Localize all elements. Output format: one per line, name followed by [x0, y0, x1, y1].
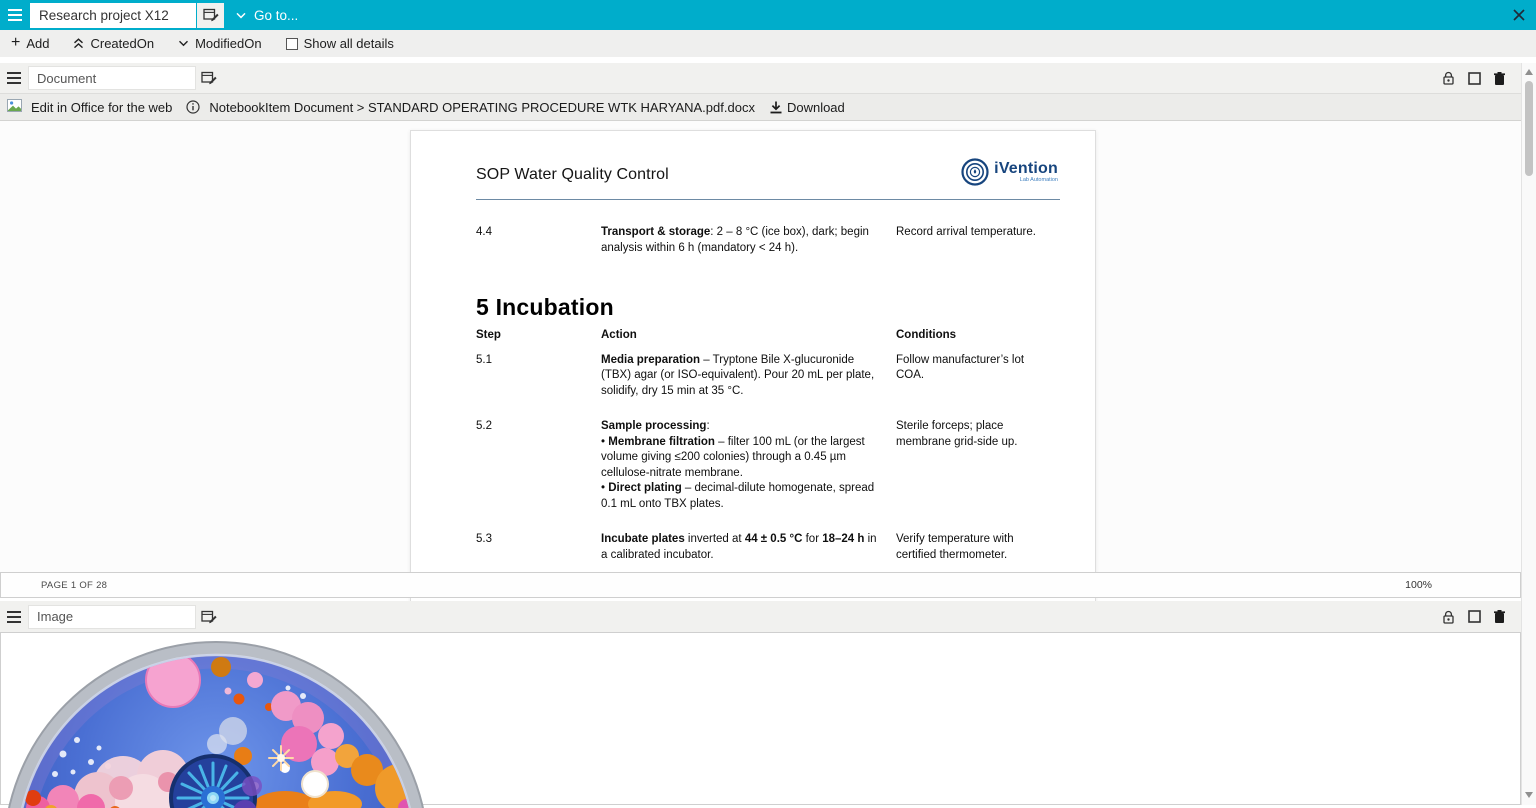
- sort-modified-on-button[interactable]: ModifiedOn: [178, 36, 261, 51]
- project-title-input[interactable]: [30, 3, 196, 28]
- page-indicator: PAGE 1 OF 28: [41, 579, 108, 591]
- table-header-row: Step Action Conditions: [476, 329, 957, 341]
- scroll-down-icon[interactable]: [1525, 792, 1533, 798]
- office-bar: [0, 93, 1521, 121]
- window-titlebar: [0, 0, 1536, 30]
- plus-icon: +: [11, 33, 21, 51]
- add-button[interactable]: + Add: [11, 33, 50, 51]
- chevron-down-icon: [178, 40, 189, 47]
- table-row: 4.4 Transport & storage: 2 – 8 °C (ice box), dark; begin analysis within 6 h (mandatory < 24 h). Record arrival temperature.: [476, 226, 1036, 254]
- image-panel-title-input[interactable]: [28, 605, 196, 629]
- scroll-up-icon[interactable]: [1525, 69, 1533, 75]
- ivention-logo: [960, 157, 1058, 187]
- vertical-scrollbar[interactable]: [1521, 63, 1536, 805]
- table-row: 5.2 Sample processing: • Membrane filtration – filter 100 mL (or the largest volume giving ≤200 colonies) through a 0.45 µm cellulose-nitrate membrane. • Direct plating – decimal-dilute homogenate, spread 0.1 mL onto TBX plates. Sterile forceps; place membrane grid-side up.: [476, 420, 1018, 510]
- scrollbar-thumb[interactable]: [1525, 81, 1533, 176]
- document-status-bar: [0, 572, 1521, 598]
- hamburger-menu-icon[interactable]: [0, 63, 28, 93]
- sort-created-on-button[interactable]: CreatedOn: [73, 36, 154, 51]
- image-panel-header: [0, 601, 1521, 632]
- maximize-icon[interactable]: [1468, 610, 1481, 623]
- ivention-logo-icon: [960, 157, 990, 187]
- header-divider: [476, 199, 1060, 200]
- rename-icon[interactable]: [196, 605, 222, 629]
- chevron-down-icon: [236, 12, 246, 19]
- hamburger-menu-icon[interactable]: [0, 0, 30, 30]
- info-icon: [186, 100, 200, 114]
- petri-dish-image: [3, 636, 435, 808]
- document-panel-header: [0, 63, 1521, 93]
- sop-title: SOP Water Quality Control: [476, 166, 669, 183]
- download-icon: [770, 101, 782, 114]
- command-toolbar: [0, 30, 1536, 57]
- table-row: 5.3 Incubate plates inverted at 44 ± 0.5 °C for 18–24 h in a calibrated incubator. Verify temperature with certified thermometer.: [476, 533, 1014, 561]
- hamburger-menu-icon[interactable]: [0, 601, 28, 632]
- document-viewer[interactable]: [0, 121, 1521, 572]
- download-button[interactable]: Download: [770, 100, 845, 115]
- double-chevron-up-icon: [73, 38, 84, 49]
- trash-icon[interactable]: [1494, 610, 1505, 623]
- close-icon[interactable]: [1513, 9, 1525, 21]
- broken-image-icon: [7, 99, 22, 115]
- show-all-details-checkbox[interactable]: Show all details: [286, 36, 394, 51]
- table-row: 5.1 Media preparation – Tryptone Bile X-glucuronide (TBX) agar (or ISO-equivalent). Pour 20 mL per plate, solidify, dry 15 min at 35 °C. Follow manufacturer’s lot COA.: [476, 353, 1025, 397]
- edit-in-office-link[interactable]: Edit in Office for the web: [31, 99, 173, 115]
- logo-name: iVention: [994, 159, 1058, 177]
- section-heading: 5 Incubation: [476, 294, 614, 320]
- sop-intro-rows: [476, 225, 1060, 256]
- rename-icon[interactable]: [196, 66, 222, 90]
- document-panel-title-input[interactable]: [28, 66, 196, 90]
- rename-icon[interactable]: [197, 3, 224, 28]
- sop-table-body: [476, 353, 1060, 599]
- lock-icon[interactable]: [1442, 610, 1455, 624]
- lock-icon[interactable]: [1442, 71, 1455, 85]
- zoom-level: 100%: [1405, 579, 1432, 591]
- goto-selector[interactable]: [224, 8, 298, 23]
- image-viewer: [0, 632, 1521, 805]
- checkbox-icon: [286, 38, 298, 50]
- maximize-icon[interactable]: [1468, 72, 1481, 85]
- logo-tagline: Lab Automation: [1019, 176, 1058, 183]
- breadcrumb: NotebookItem Document > STANDARD OPERATING PROCEDURE WTK HARYANA.pdf.docx: [209, 99, 755, 115]
- goto-label: Go to...: [254, 7, 299, 23]
- trash-icon[interactable]: [1494, 72, 1505, 85]
